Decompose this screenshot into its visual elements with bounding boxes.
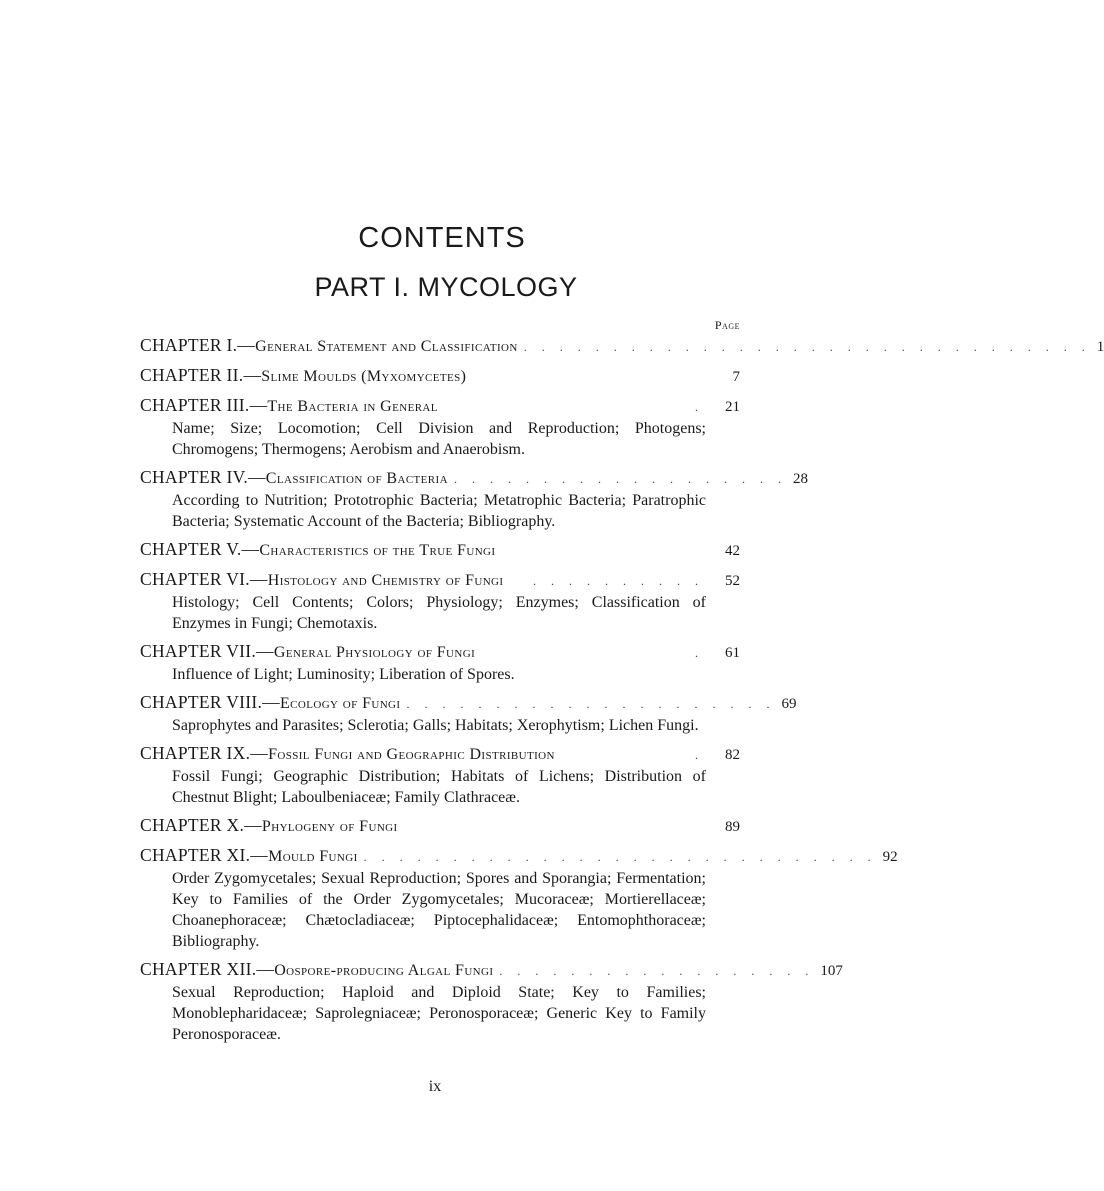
chapter-page: 92 xyxy=(882,849,898,865)
dot-leader: . . . . . . . . . . . . . . . . . . xyxy=(499,964,815,978)
chapter-description: Order Zygomycetales; Sexual Reproduction; Spores and Sporangia; Fermentation; Key to Families of the Order Zygomycetales; Mucoraceæ; Mortierellaceæ; Choanephoraceæ; Chætocladiaceæ; Piptocephalidaceæ; Entomophthoraceæ; Bibliography. xyxy=(172,870,706,950)
chapter-label: CHAPTER VII.— xyxy=(140,641,274,661)
chapter-label: CHAPTER I.— xyxy=(140,335,256,355)
toc-entry-chapter-4[interactable] xyxy=(140,466,808,532)
chapter-page: 28 xyxy=(792,471,808,487)
toc-entry-chapter-5[interactable] xyxy=(140,538,740,562)
chapter-title: General Physiology of Fungi xyxy=(273,644,476,661)
toc-entry-chapter-7[interactable] xyxy=(140,640,740,685)
chapter-label: CHAPTER X.— xyxy=(140,815,262,835)
chapter-title: Classification of Bacteria xyxy=(265,470,448,487)
dot-leader: . . . . . . . . . . . . . . . . . . . xyxy=(453,472,787,486)
chapter-description: Name; Size; Locomotion; Cell Division and Reproduction; Photogens; Chromogens; Thermogens; Aerobism and Anaerobism. xyxy=(172,420,706,458)
dot-leader: . . . . . . . . . . . . . . . . . . . . . . . . . . . . . xyxy=(363,850,877,864)
page-folio: ix xyxy=(428,1078,442,1095)
chapter-title: Slime Moulds (Myxomycetes) xyxy=(261,368,467,385)
chapter-page: 89 xyxy=(725,819,740,835)
chapter-page: 1 xyxy=(1096,339,1104,355)
chapter-label: CHAPTER III.— xyxy=(140,395,268,415)
dot-leader: . xyxy=(695,748,704,762)
chapter-label: CHAPTER XI.— xyxy=(140,845,269,865)
chapter-title: Mould Fungi xyxy=(268,848,358,865)
contents-title: CONTENTS xyxy=(358,222,526,254)
chapter-title: Ecology of Fungi xyxy=(280,695,401,712)
part-title: PART I. MYCOLOGY xyxy=(314,272,578,302)
chapter-label: CHAPTER XII.— xyxy=(140,959,275,979)
chapter-title: The Bacteria in General xyxy=(267,398,438,415)
toc-entry-chapter-3[interactable] xyxy=(140,394,740,460)
chapter-label: CHAPTER VI.— xyxy=(140,569,268,589)
chapter-title: Fossil Fungi and Geographic Distribution xyxy=(268,746,555,763)
chapter-page: 61 xyxy=(725,645,740,661)
chapter-label: CHAPTER II.— xyxy=(140,365,262,385)
chapter-description: Saprophytes and Parasites; Sclerotia; Galls; Habitats; Xerophytism; Lichen Fungi. xyxy=(172,717,699,734)
chapter-label: CHAPTER V.— xyxy=(140,539,260,559)
toc-entry-chapter-1[interactable] xyxy=(140,334,1104,358)
chapter-page: 7 xyxy=(732,369,740,385)
toc-entry-chapter-6[interactable] xyxy=(140,568,740,634)
dot-leader: . . . . . . . . . . . . . . . . . . . . . xyxy=(406,697,776,711)
dot-leader: . xyxy=(695,646,704,660)
page-column-label: Page xyxy=(714,318,740,332)
chapter-title: Histology and Chemistry of Fungi xyxy=(267,572,504,589)
chapter-page: 107 xyxy=(820,963,843,979)
chapter-label: CHAPTER IX.— xyxy=(140,743,269,763)
toc-entry-chapter-9[interactable] xyxy=(140,742,740,808)
chapter-title: Oospore-producing Algal Fungi xyxy=(274,962,494,979)
chapter-title: General Statement and Classification xyxy=(255,338,518,355)
chapter-page: 52 xyxy=(725,573,740,589)
toc-entry-chapter-12[interactable] xyxy=(140,958,843,1045)
chapter-page: 69 xyxy=(781,696,797,712)
chapter-label: CHAPTER VIII.— xyxy=(140,692,280,712)
chapter-title: Phylogeny of Fungi xyxy=(261,818,398,835)
toc-entry-chapter-2[interactable] xyxy=(140,364,740,388)
chapter-page: 82 xyxy=(725,747,740,763)
table-of-contents xyxy=(140,334,1104,1051)
chapter-description: Sexual Reproduction; Haploid and Diploid State; Key to Families; Monoblepharidaceæ; Saprolegniaceæ; Peronosporaceæ; Generic Key to Family Peronosporaceæ. xyxy=(172,984,706,1043)
toc-entry-chapter-10[interactable] xyxy=(140,814,740,838)
chapter-description: According to Nutrition; Prototrophic Bacteria; Metatrophic Bacteria; Paratrophic Bacteria; Systematic Account of the Bacteria; Bibliography. xyxy=(172,492,706,530)
toc-entry-chapter-11[interactable] xyxy=(140,844,898,952)
toc-entry-chapter-8[interactable] xyxy=(140,691,797,736)
dot-leader: . . . . . . . . . . xyxy=(533,574,704,588)
chapter-description: Fossil Fungi; Geographic Distribution; Habitats of Lichens; Distribution of Chestnut Blight; Laboulbeniaceæ; Family Clathraceæ. xyxy=(172,768,706,806)
dot-leader: . xyxy=(695,400,704,414)
chapter-title: Characteristics of the True Fungi xyxy=(259,542,496,559)
chapter-page: 42 xyxy=(725,543,740,559)
dot-leader: . . . . . . . . . . . . . . . . . . . . . . . . . . . . . . . . xyxy=(523,340,1091,354)
chapter-description: Histology; Cell Contents; Colors; Physiology; Enzymes; Classification of Enzymes in Fungi; Chemotaxis. xyxy=(172,594,706,632)
chapter-page: 21 xyxy=(725,399,740,415)
chapter-label: CHAPTER IV.— xyxy=(140,467,266,487)
chapter-description: Influence of Light; Luminosity; Liberation of Spores. xyxy=(172,666,515,683)
